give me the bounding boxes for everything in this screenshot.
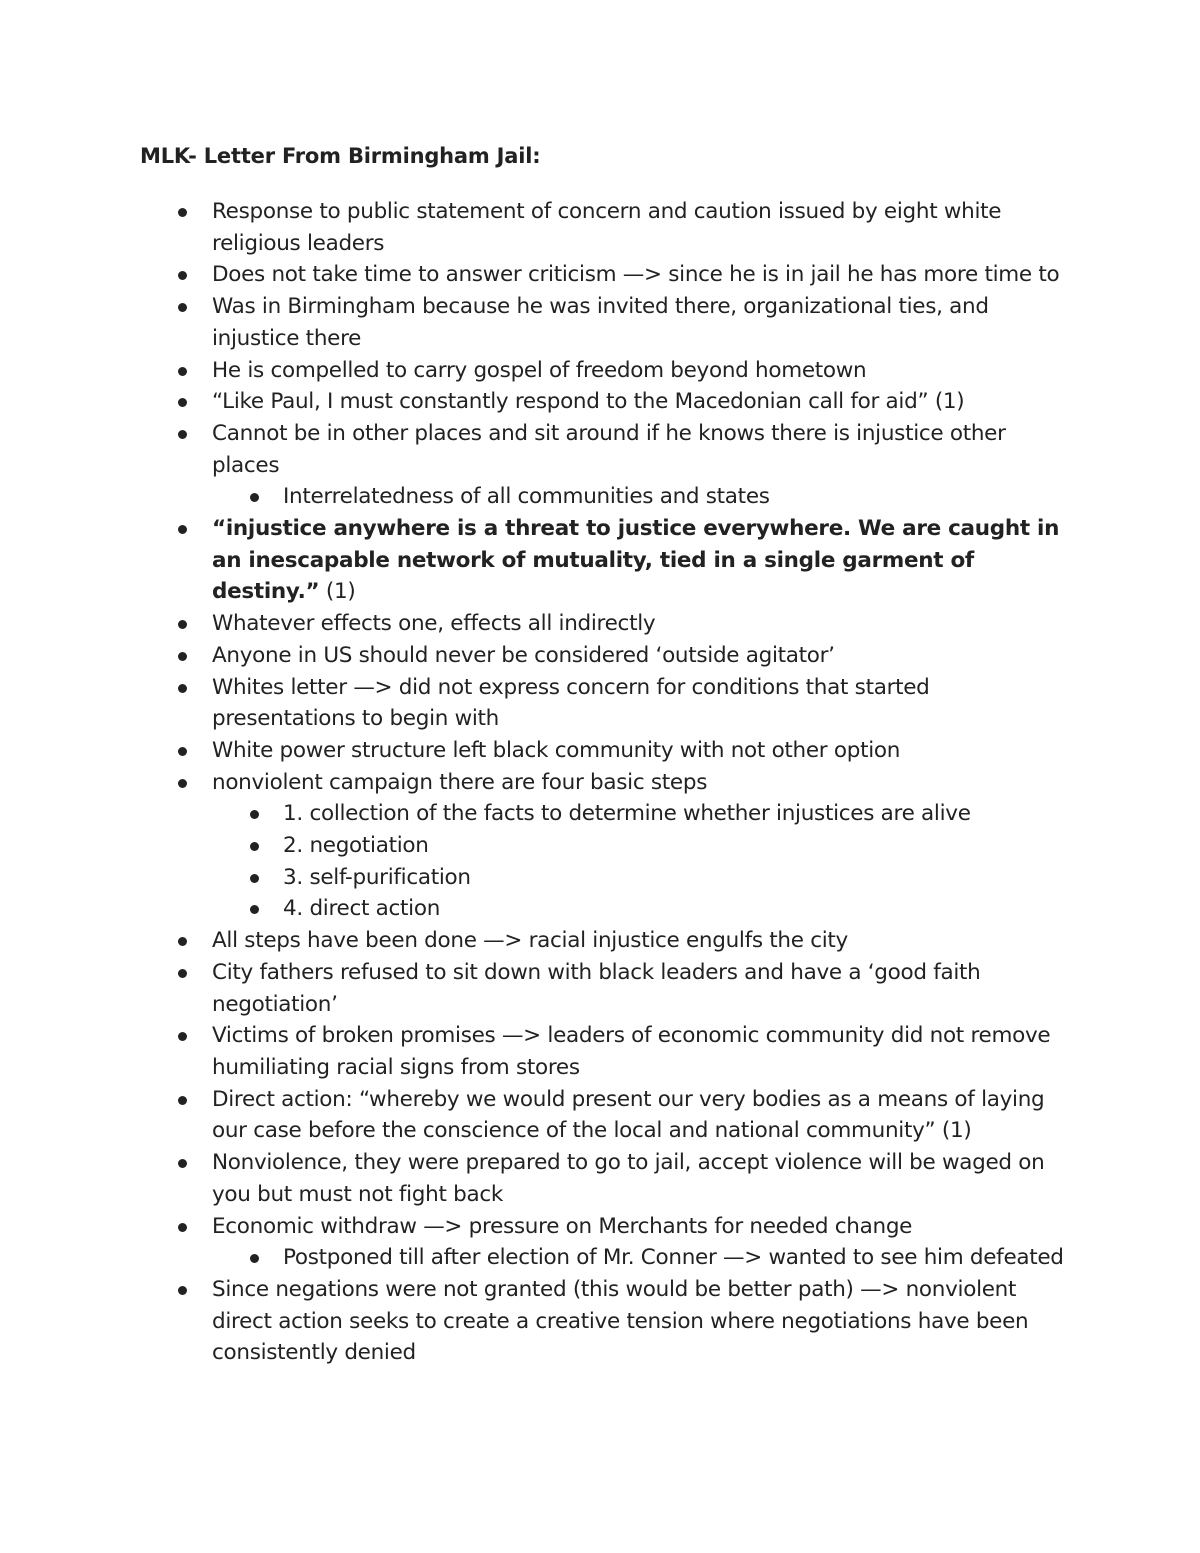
bullet-icon [178, 620, 187, 629]
bullet-icon [178, 779, 187, 788]
list-item: Since negations were not granted (this would be better path) —> nonviolent direct action seeks to create a creative tension where negotiations have been consistently denied [140, 1274, 1075, 1369]
bullet-icon [178, 937, 187, 946]
bullet-icon [178, 652, 187, 661]
list-item: City fathers refused to sit down with black leaders and have a ‘good faith negotiation’ [140, 957, 1075, 1020]
bullet-icon [178, 1159, 187, 1168]
list-item: White power structure left black community with not other option [140, 735, 1075, 767]
bullet-icon [250, 1254, 259, 1263]
list-item: Cannot be in other places and sit around if he knows there is injustice other places [140, 418, 1075, 481]
bullet-icon [178, 271, 187, 280]
bullet-icon [250, 810, 259, 819]
list-item: Whatever effects one, effects all indirectly [140, 608, 1075, 640]
list-item: All steps have been done —> racial injustice engulfs the city [140, 925, 1075, 957]
bullet-icon [178, 684, 187, 693]
bullet-icon [178, 208, 187, 217]
list-item-quote [140, 513, 1075, 608]
sub-list-item: Postponed till after election of Mr. Conner —> wanted to see him defeated [140, 1242, 1075, 1274]
list-item: Does not take time to answer criticism —> since he is in jail he has more time to [140, 259, 1075, 291]
bullet-icon [178, 525, 187, 534]
bullet-icon [178, 430, 187, 439]
list-item: Whites letter —> did not express concern for conditions that started presentations to begin with [140, 672, 1075, 735]
list-item: Anyone in US should never be considered ‘outside agitator’ [140, 640, 1075, 672]
bullet-icon [250, 874, 259, 883]
bullet-icon [178, 969, 187, 978]
bullet-icon [250, 493, 259, 502]
sub-list-item: 3. self-purification [140, 862, 1075, 894]
bullet-icon [178, 747, 187, 756]
bullet-icon [250, 905, 259, 914]
list-item: Was in Birmingham because he was invited there, organizational ties, and injustice there [140, 291, 1075, 354]
list-item: He is compelled to carry gospel of freedom beyond hometown [140, 355, 1075, 387]
sub-list-item: 4. direct action [140, 893, 1075, 925]
sub-list-item: Interrelatedness of all communities and states [140, 481, 1075, 513]
list-item: “Like Paul, I must constantly respond to the Macedonian call for aid” (1) [140, 386, 1075, 418]
bullet-icon [178, 1096, 187, 1105]
bullet-icon [178, 1286, 187, 1295]
citation: (1) [325, 579, 356, 605]
sub-list-item: 2. negotiation [140, 830, 1075, 862]
bullet-icon [178, 398, 187, 407]
list-item: Victims of broken promises —> leaders of economic community did not remove humiliating racial signs from stores [140, 1020, 1075, 1083]
bullet-icon [250, 842, 259, 851]
bullet-icon [178, 303, 187, 312]
list-item: Response to public statement of concern and caution issued by eight white religious leaders [140, 196, 1075, 259]
list-item: nonviolent campaign there are four basic steps [140, 767, 1075, 799]
bullet-icon [178, 1032, 187, 1041]
list-item: Economic withdraw —> pressure on Merchants for needed change [140, 1211, 1075, 1243]
sub-list-item: 1. collection of the facts to determine whether injustices are alive [140, 798, 1075, 830]
list-item: Nonviolence, they were prepared to go to jail, accept violence will be waged on you but must not fight back [140, 1147, 1075, 1210]
list-item: Direct action: “whereby we would present our very bodies as a means of laying our case before the conscience of the local and national community” (1) [140, 1084, 1075, 1147]
bold-quote: “injustice anywhere is a threat to justice everywhere. We are caught in an inescapable network of mutuality, tied in a single garment of destiny.” [212, 516, 1060, 605]
page-title: MLK- Letter From Birmingham Jail: [140, 144, 541, 168]
bullet-icon [178, 367, 187, 376]
bullet-icon [178, 1223, 187, 1232]
notes-list [140, 196, 1075, 1369]
